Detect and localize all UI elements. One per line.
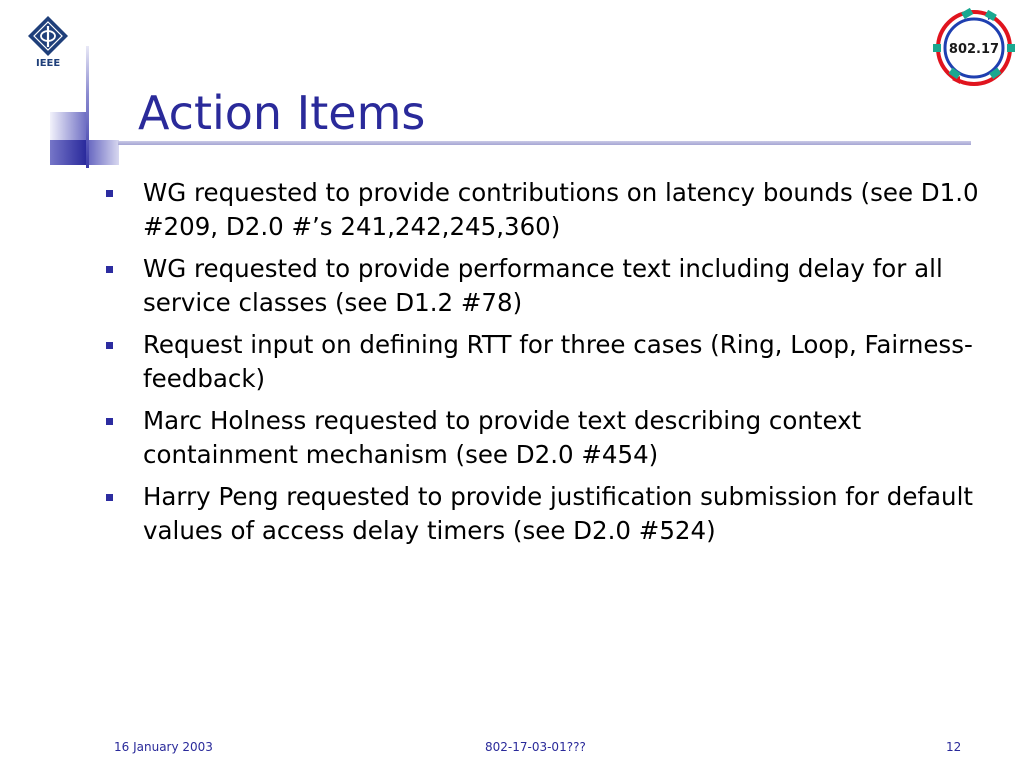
- bullet-item: [106, 404, 996, 472]
- bullet-text: Request input on defining RTT for three cases (Ring, Loop, Fairness-feedback): [143, 330, 973, 393]
- bullet-text: WG requested to provide performance text including delay for all service classes (see D1.2 #78): [143, 254, 943, 317]
- ring-logo-text: 802.17: [948, 42, 1000, 57]
- bullet-marker-icon: [106, 266, 113, 273]
- bullet-text: Harry Peng requested to provide justification submission for default values of access delay timers (see D2.0 #524): [143, 482, 973, 545]
- footer-page-number: 12: [946, 740, 962, 754]
- title-accent-square: [50, 112, 86, 140]
- bullet-marker-icon: [106, 494, 113, 501]
- bullet-item: [106, 176, 996, 244]
- bullet-text: Marc Holness requested to provide text describing context containment mechanism (see D2.0 #454): [143, 406, 862, 469]
- bullet-list: [106, 176, 996, 556]
- ieee-logo-text: IEEE: [36, 58, 61, 69]
- bullet-item: [106, 480, 996, 548]
- footer-date: 16 January 2003: [114, 740, 213, 754]
- title-underline: [118, 141, 971, 145]
- bullet-text: WG requested to provide contributions on latency bounds (see D1.0 #209, D2.0 #’s 241,242,245,360): [143, 178, 979, 241]
- ring-802-17-logo-icon: [928, 4, 1020, 92]
- bullet-item: [106, 252, 996, 320]
- title-accent-square: [89, 140, 119, 165]
- bullet-item: [106, 328, 996, 396]
- title-accent-square: [50, 140, 86, 165]
- bullet-marker-icon: [106, 190, 113, 197]
- footer-document-number: 802-17-03-01???: [485, 740, 586, 754]
- slide-title: Action Items: [138, 86, 426, 140]
- bullet-marker-icon: [106, 418, 113, 425]
- bullet-marker-icon: [106, 342, 113, 349]
